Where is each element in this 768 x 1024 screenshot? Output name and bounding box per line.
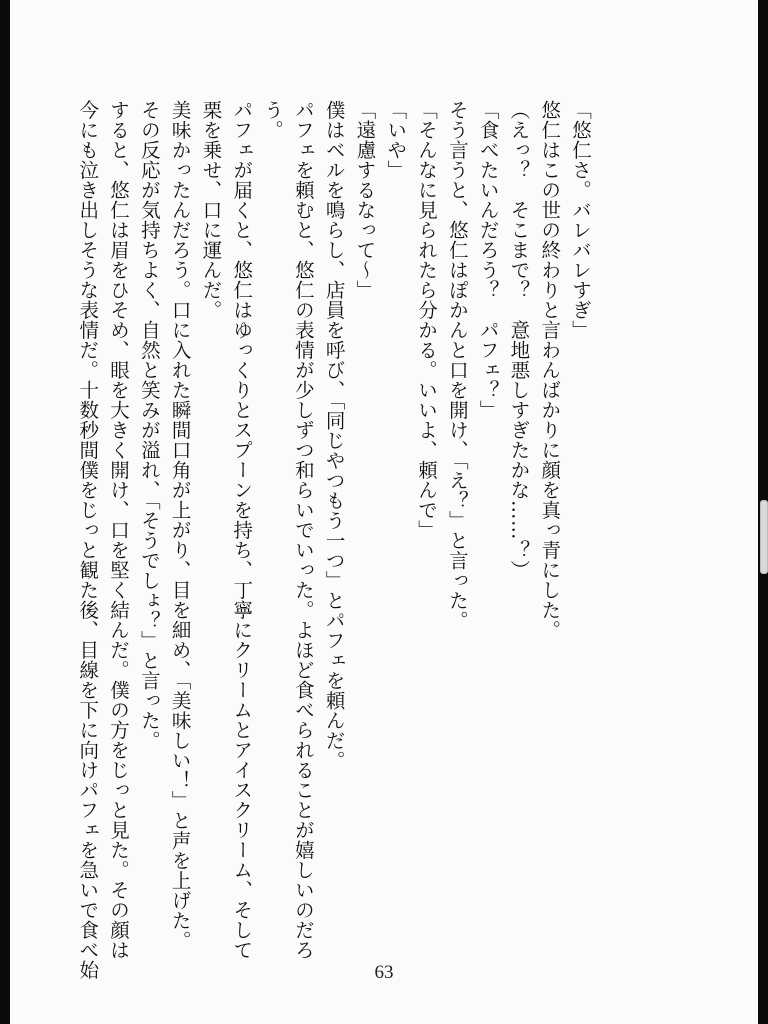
text-line: 今にも泣き出しそうな表情だ。十数秒間僕をじっと観た後、目線を下に向けパフェを急いで食べ始 xyxy=(76,100,100,980)
scroll-handle[interactable] xyxy=(760,500,768,574)
text-line: 「そんなに見られたら分かる。いいよ、頼んで」 xyxy=(415,100,439,540)
text-line: すると、悠仁は眉をひそめ、眼を大きく開け、口を堅く結んだ。僕の方をじっと見た。その顔は xyxy=(107,100,131,960)
text-line: 美味かったんだろう。口に入れた瞬間口角が上がり、目を細め、「美味しい！」と声を上げた。 xyxy=(168,100,192,951)
page-number: 63 xyxy=(374,962,394,983)
text-line: パフェを頼むと、悠仁の表情が少しずつ和らいでいった。よほど食べられることが嬉しいのだろ xyxy=(291,100,315,960)
text-line: 僕はベルを鳴らし、店員を呼び、「同じやつもう一つ」とパフェを頼んだ。 xyxy=(322,100,346,771)
text-line: 「遠慮するなって〜」 xyxy=(353,100,377,300)
text-line: （えっ？ そこまで？ 意地悪しすぎたかな……？） xyxy=(507,100,531,580)
book-page xyxy=(10,0,758,1024)
text-line: 栗を乗せ、口に運んだ。 xyxy=(199,100,223,320)
left-page-edge xyxy=(0,0,10,1024)
text-line: 悠仁はこの世の終わりと言わんばかりに顔を真っ青にした。 xyxy=(538,100,562,640)
text-line: 「いや」 xyxy=(384,100,408,180)
text-line: う。 xyxy=(261,100,285,140)
text-line: その反応が気持ちよく、自然と笑みが溢れ、「そうでしょ？」と言った。 xyxy=(137,100,161,751)
text-line: パフェが届くと、悠仁はゆっくりとスプーンを持ち、丁寧にクリームとアイスクリーム、そして xyxy=(230,100,254,960)
text-line: 「悠仁さ。バレバレすぎ」 xyxy=(569,100,592,340)
text-line: 「食べたいんだろう？ パフェ？」 xyxy=(476,100,500,420)
text-line: そう言うと、悠仁はぽかんと口を開け、「え？」と言った。 xyxy=(445,100,469,631)
